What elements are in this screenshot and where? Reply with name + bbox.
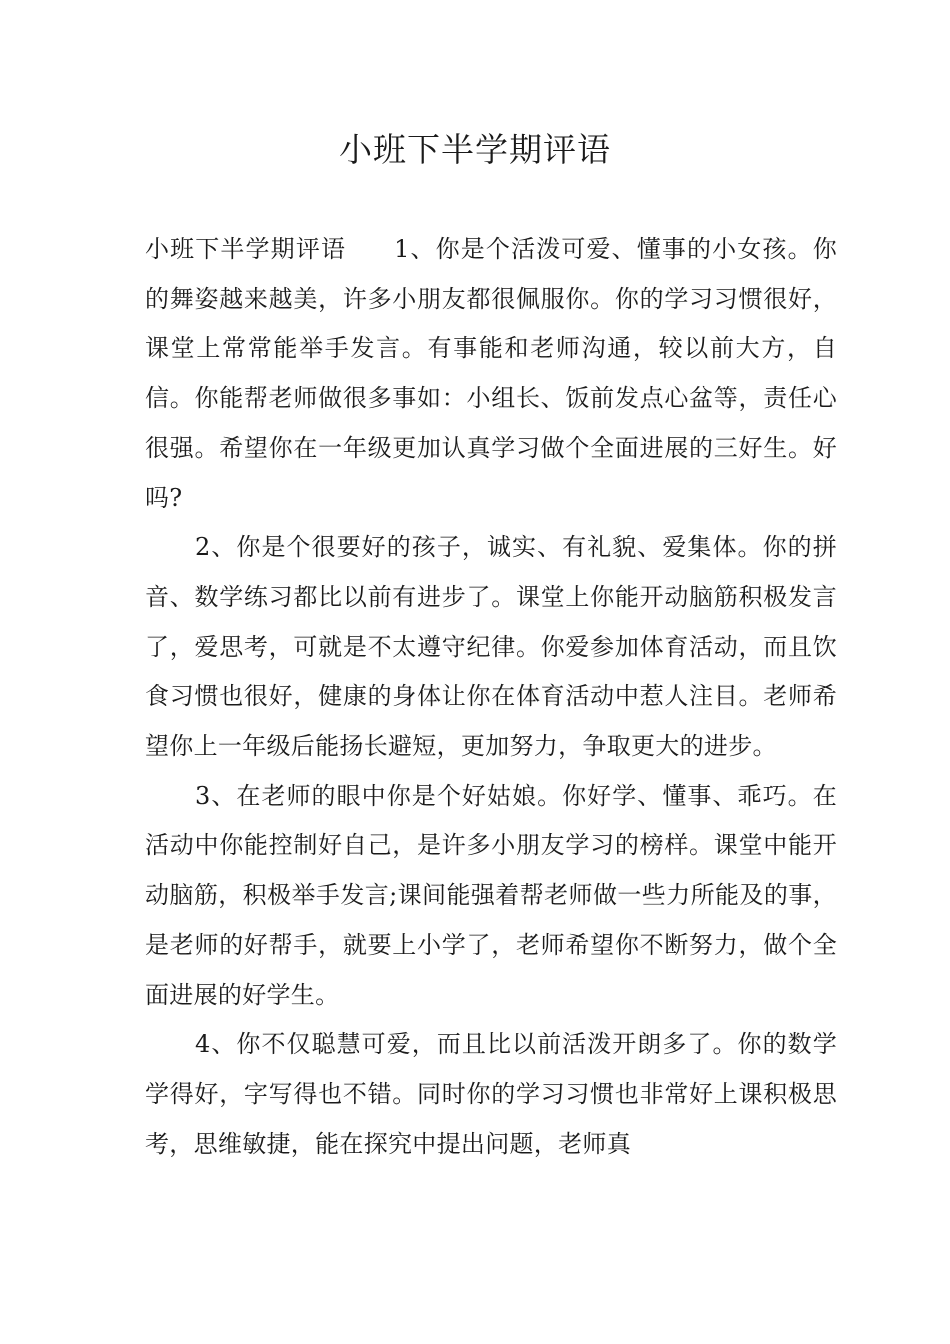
intro-label: 小班下半学期评语 xyxy=(145,235,347,263)
paragraph-1-text: 1、你是个活泼可爱、懂事的小女孩。你的舞姿越来越美，许多小朋友都很佩服你。你的学习习惯很好，课堂上常常能举手发言。有事能和老师沟通，较以前大方，自信。你能帮老师做很多事如：小组长、饭前发点心盆等，责任心很强。希望你在一年级更加认真学习做个全面进展的三好生。好吗? xyxy=(145,235,838,512)
document-body xyxy=(145,225,837,1169)
paragraph-4: 4、你不仅聪慧可爱，而且比以前活泼开朗多了。你的数学学得好，字写得也不错。同时你的学习习惯也非常好上课积极思考，思维敏捷，能在探究中提出问题，老师真 xyxy=(145,1030,837,1158)
document-title: 小班下半学期评语 xyxy=(339,130,611,169)
paragraph-1 xyxy=(145,225,837,523)
paragraph-2: 2、你是个很要好的孩子，诚实、有礼貌、爱集体。你的拼音、数学练习都比以前有进步了。课堂上你能开动脑筋积极发言了，爱思考，可就是不太遵守纪律。你爱参加体育活动，而且饮食习惯也很好，健康的身体让你在体育活动中惹人注目。老师希望你上一年级后能扬长避短，更加努力，争取更大的进步。 xyxy=(145,533,837,761)
paragraph-3: 3、在老师的眼中你是个好姑娘。你好学、懂事、乖巧。在活动中你能控制好自己，是许多小朋友学习的榜样。课堂中能开动脑筋，积极举手发言;课间能强着帮老师做一些力所能及的事，是老师的好帮手，就要上小学了，老师希望你不断努力，做个全面进展的好学生。 xyxy=(145,781,837,1009)
